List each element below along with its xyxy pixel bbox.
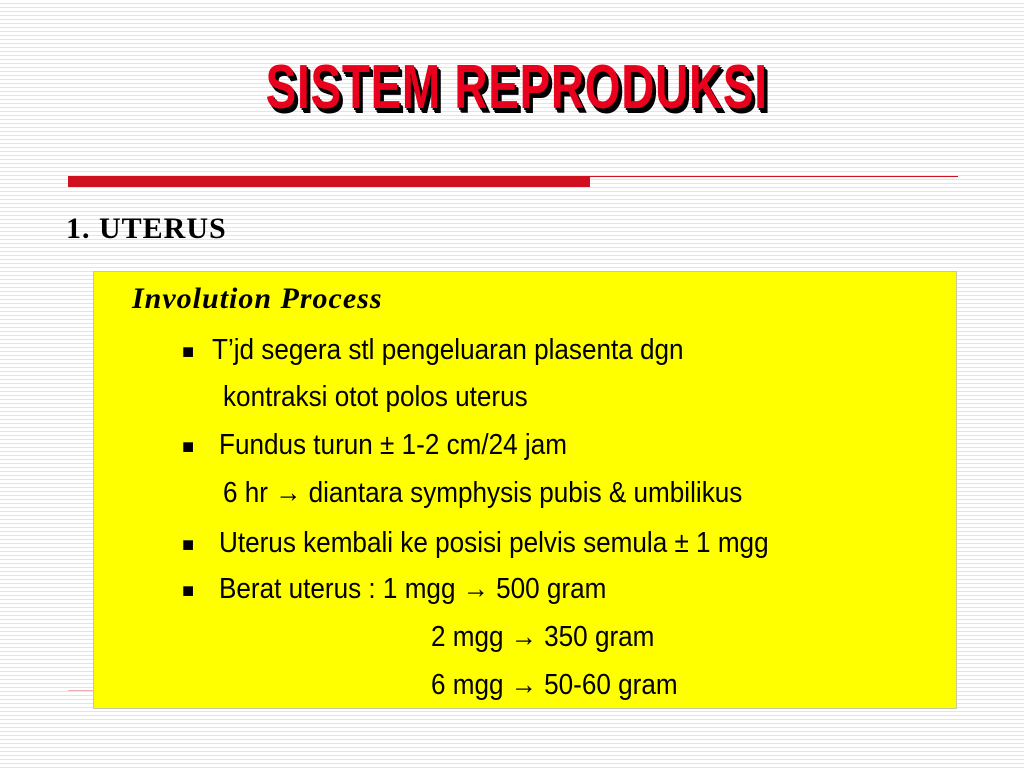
title-underline-thick <box>68 176 590 187</box>
content-line-1: T’jd segera stl pengeluaran plasenta dgn <box>212 334 684 366</box>
slide-title: SISTEM REPRODUKSI <box>265 53 768 122</box>
content-line-6: Berat uterus : 1 mgg → 500 gram <box>219 573 607 605</box>
content-line-4: 6 hr → diantara symphysis pubis & umbilikus <box>223 477 743 509</box>
content-line-5: Uterus kembali ke posisi pelvis semula ± 1 mgg <box>219 527 769 559</box>
section-heading: 1. UTERUS <box>66 212 227 245</box>
bullet-icon: ■ <box>182 580 195 602</box>
content-line-2: kontraksi otot polos uterus <box>223 381 528 413</box>
bullet-icon: ■ <box>182 436 195 458</box>
content-line-3: Fundus turun ± 1-2 cm/24 jam <box>219 429 567 461</box>
title-underline-thin <box>590 176 958 177</box>
content-line-7: 2 mgg → 350 gram <box>431 621 655 653</box>
bullet-icon: ■ <box>182 341 195 363</box>
bullet-icon: ■ <box>182 534 195 556</box>
content-line-8: 6 mgg → 50-60 gram <box>431 669 678 701</box>
box-title: Involution Process <box>132 282 383 315</box>
